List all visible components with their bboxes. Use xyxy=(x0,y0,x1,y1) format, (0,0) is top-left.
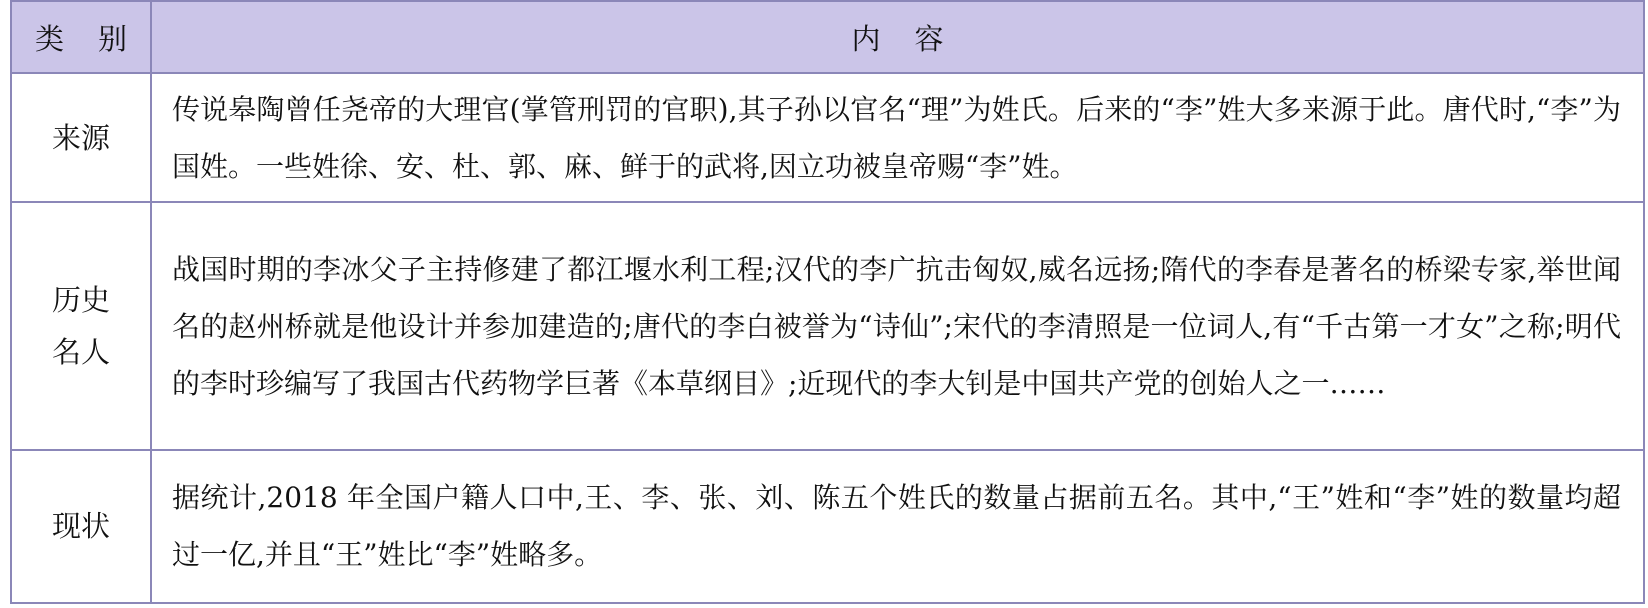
category-cell xyxy=(11,73,151,202)
table-row-status xyxy=(11,450,1644,603)
header-category-label: 类别 xyxy=(34,21,161,56)
content-cell-status: 据统计,2018 年全国户籍人口中,王、李、张、刘、陈五个姓氏的数量占据前五名。其中,“王”姓和“李”姓的数量均超过一亿,并且“王”姓比“李”姓略多。 xyxy=(151,450,1644,603)
surname-info-table xyxy=(10,0,1645,604)
category-label-famous-people: 历史名人 xyxy=(51,283,110,370)
header-content xyxy=(151,1,1644,73)
header-content-label: 内容 xyxy=(851,21,978,56)
category-label-status: 现状 xyxy=(51,509,110,544)
category-cell xyxy=(11,450,151,603)
content-cell-famous-people: 战国时期的李冰父子主持修建了都江堰水利工程;汉代的李广抗击匈奴,威名远扬;隋代的李春是著名的桥梁专家,举世闻名的赵州桥就是他设计并参加建造的;唐代的李白被誉为“诗仙”;宋代的李清照是一位词人,有“千古第一才女”之称;明代的李时珍编写了我国古代药物学巨著《本草纲目》;近现代的李大钊是中国共产党的创始人之一…… xyxy=(151,202,1644,450)
category-cell xyxy=(11,202,151,450)
table-row-famous-people xyxy=(11,202,1644,450)
table-header-row xyxy=(11,1,1644,73)
header-category xyxy=(11,1,161,73)
table-row-source xyxy=(11,73,1644,202)
content-cell-source: 传说皋陶曾任尧帝的大理官(掌管刑罚的官职),其子孙以官名“理”为姓氏。后来的“李”姓大多来源于此。唐代时,“李”为国姓。一些姓徐、安、杜、郭、麻、鲜于的武将,因立功被皇帝赐“李”姓。 xyxy=(151,73,1644,202)
category-label-source: 来源 xyxy=(51,120,110,155)
